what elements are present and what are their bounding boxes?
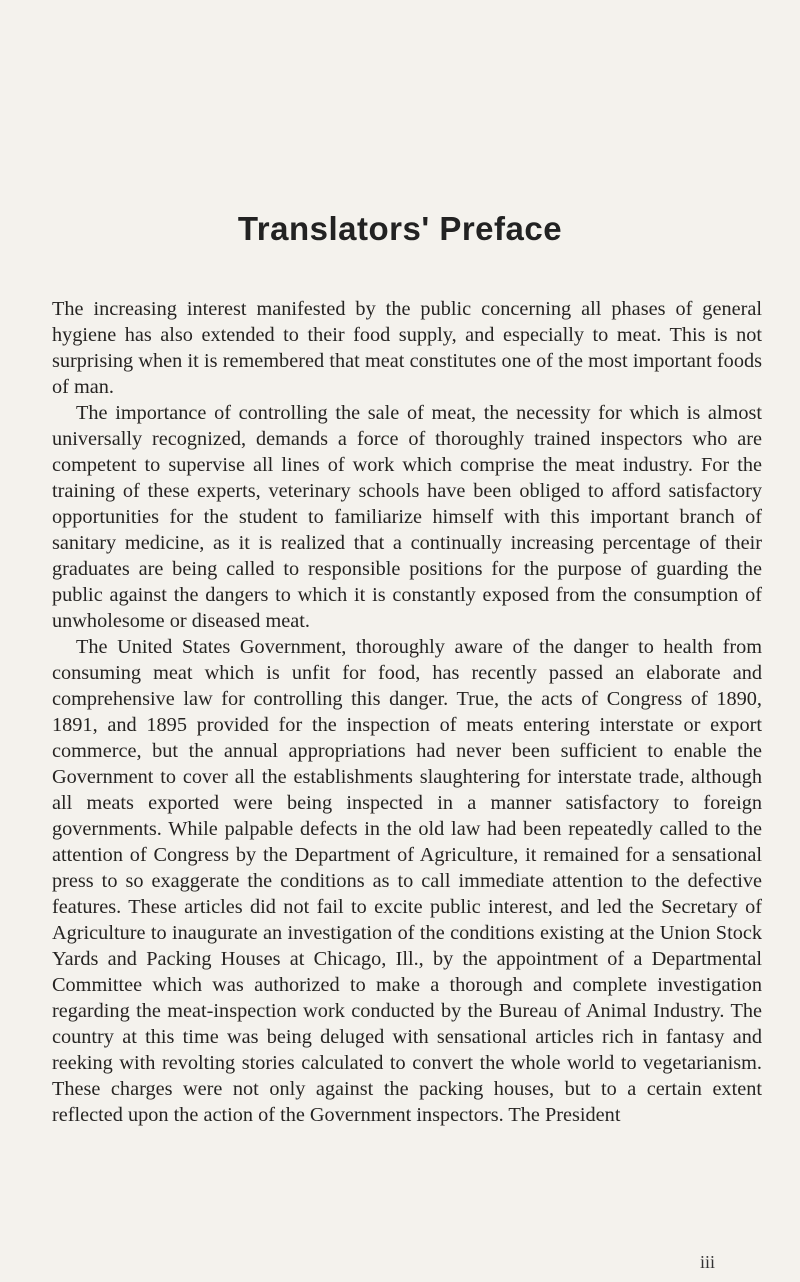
paragraph-1: The increasing interest manifested by the public concerning all phases of general hygiene has also extended to their food supply, and especially to meat. This is not surprising when it is remembered that meat constitutes one of the most important foods of man. xyxy=(52,298,762,398)
page-title: Translators' Preface xyxy=(237,210,563,247)
page-number: iii xyxy=(700,1252,716,1272)
preface-body xyxy=(52,296,762,1128)
paragraph-2: The importance of controlling the sale of meat, the necessity for which is almost universally recognized, demands a force of thoroughly trained inspectors who are competent to supervise all lines of work which comprise the meat industry. For the training of these experts, veterinary schools have been obliged to afford satisfactory opportunities for the student to familiarize himself with this important branch of sanitary medicine, as it is realized that a continually increasing percentage of their graduates are being called to responsible positions for the purpose of guarding the public against the dangers to which it is constantly exposed from the consumption of unwholesome or diseased meat. xyxy=(52,402,762,632)
paragraph-3: The United States Government, thoroughly aware of the danger to health from consuming meat which is unfit for food, has recently passed an elaborate and comprehensive law for controlling this danger. True, the acts of Congress of 1890, 1891, and 1895 provided for the inspection of meats entering interstate or export commerce, but the annual appropriations had never been sufficient to enable the Government to cover all the establishments slaughtering for interstate trade, although all meats exported were being inspected in a manner satisfactory to foreign governments. While palpable defects in the old law had been repeatedly called to the attention of Congress by the Department of Agriculture, it remained for a sensational press to so exaggerate the conditions as to call immediate attention to the defective features. These articles did not fail to excite public interest, and led the Secretary of Agriculture to inaugurate an investigation of the conditions existing at the Union Stock Yards and Packing Houses at Chicago, Ill., by the appointment of a Departmental Committee which was authorized to make a thorough and complete investigation regarding the meat-inspection work conducted by the Bureau of Animal Industry. The country at this time was being deluged with sensational articles rich in fantasy and reeking with revolting stories calculated to convert the whole world to vegetarianism. These charges were not only against the packing houses, but to a certain extent reflected upon the action of the Government inspectors. The President xyxy=(52,636,762,1126)
